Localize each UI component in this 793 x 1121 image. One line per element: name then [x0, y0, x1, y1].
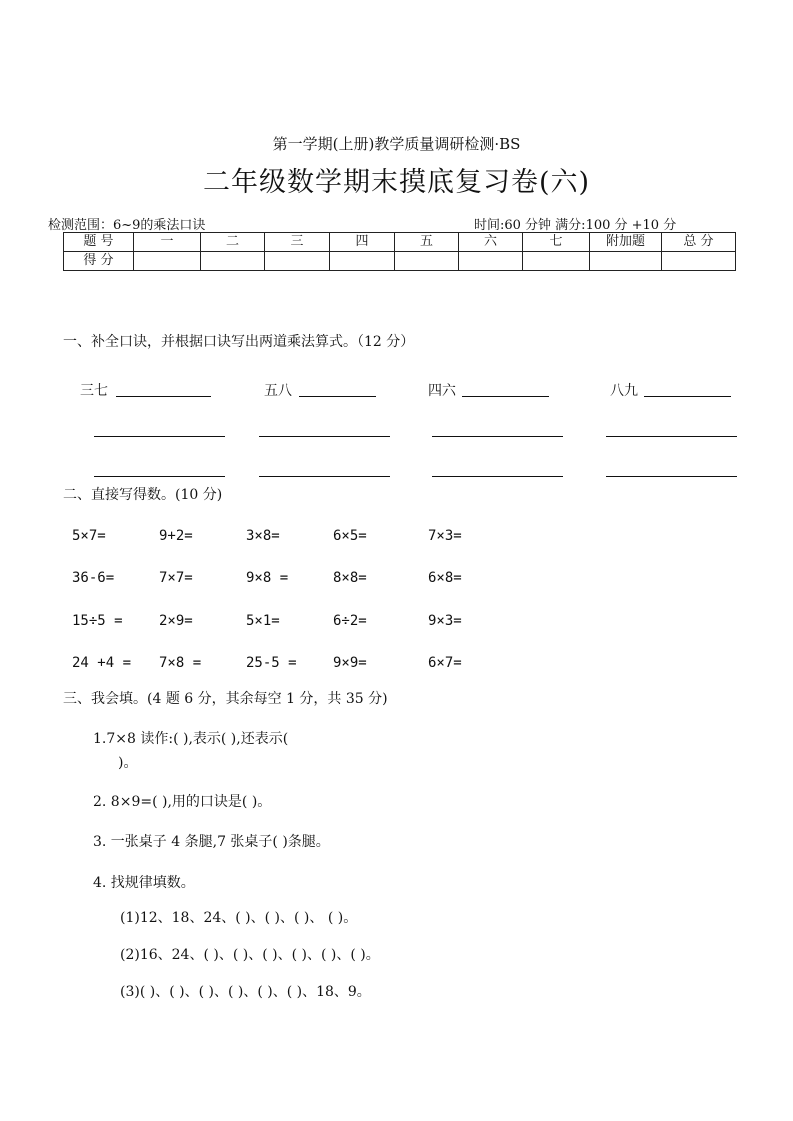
rhyme-blank[interactable] [116, 396, 211, 397]
rhyme-blank[interactable] [299, 396, 376, 397]
calc-item: 2×9= [159, 613, 193, 629]
section-1-heading: 一、补全口诀，并根据口诀写出两道乘法算式。（12 分） [63, 334, 415, 350]
time-and-score: 时间:60 分钟 满分:100 分 +10 分 [474, 218, 677, 233]
rhyme-blank[interactable] [644, 396, 731, 397]
question-4-part-2: (2)16、24、( )、( )、( )、( )、( )、( )。 [120, 947, 380, 963]
rhyme-blank[interactable] [462, 396, 549, 397]
question-4-part-3: (3)( )、( )、( )、( )、( )、( )、18、9。 [120, 984, 371, 1000]
calc-item: 6×5= [333, 528, 367, 544]
rhyme-prompt: 八九 [610, 383, 638, 399]
score-header-cell: 四 [330, 233, 395, 252]
calc-item: 6÷2= [333, 613, 367, 629]
score-cell[interactable] [395, 252, 459, 271]
score-table [63, 232, 736, 271]
equation-blank[interactable] [606, 476, 737, 477]
score-header-cell: 七 [523, 233, 590, 252]
calc-item: 6×8= [428, 570, 462, 586]
calc-item: 7×8 = [159, 655, 202, 671]
score-cell[interactable] [265, 252, 330, 271]
equation-blank[interactable] [606, 436, 737, 437]
calc-item: 15÷5 = [72, 613, 123, 629]
score-cell[interactable] [330, 252, 395, 271]
question-1-continued: )。 [118, 755, 138, 771]
question-1: 1.7×8 读作:( ),表示( ),还表示( [93, 731, 289, 747]
test-scope: 检测范围：6~9的乘法口诀 [48, 218, 206, 233]
calc-item: 7×3= [428, 528, 462, 544]
calc-item: 6×7= [428, 655, 462, 671]
rhyme-prompt: 四六 [428, 383, 456, 399]
score-header-cell: 三 [265, 233, 330, 252]
rhyme-prompt: 三七 [80, 383, 108, 399]
score-row-label: 得 分 [64, 252, 134, 271]
score-header-cell: 二 [201, 233, 265, 252]
exam-title: 二年级数学期末摸底复习卷(六) [202, 167, 591, 198]
score-table-score-row [64, 252, 736, 271]
score-cell[interactable] [201, 252, 265, 271]
question-4: 4. 找规律填数。 [93, 875, 195, 891]
score-header-cell: 六 [459, 233, 523, 252]
calc-item: 9×3= [428, 613, 462, 629]
equation-blank[interactable] [432, 436, 563, 437]
score-cell[interactable] [134, 252, 201, 271]
score-header-cell: 五 [395, 233, 459, 252]
score-cell[interactable] [662, 252, 736, 271]
score-cell[interactable] [459, 252, 523, 271]
section-2-heading: 二、直接写得数。(10 分) [63, 487, 223, 503]
equation-blank[interactable] [259, 476, 390, 477]
question-2: 2. 8×9=( ),用的口诀是( )。 [93, 794, 272, 810]
score-header-cell: 题 号 [64, 233, 134, 252]
calc-item: 7×7= [159, 570, 193, 586]
question-4-part-1: (1)12、18、24、( )、( )、( )、 ( )。 [120, 910, 358, 926]
calc-item: 9×8 = [246, 570, 289, 586]
score-table-header-row [64, 233, 736, 252]
equation-blank[interactable] [94, 436, 225, 437]
rhyme-prompt: 五八 [264, 383, 292, 399]
equation-blank[interactable] [94, 476, 225, 477]
calc-item: 8×8= [333, 570, 367, 586]
exam-subtitle: 第一学期(上册)教学质量调研检测·BS [272, 135, 521, 153]
calc-item: 9+2= [159, 528, 193, 544]
equation-blank[interactable] [259, 436, 390, 437]
calc-item: 5×1= [246, 613, 280, 629]
section-3-heading: 三、我会填。(4 题 6 分，其余每空 1 分，共 35 分) [63, 691, 388, 707]
score-header-cell: 总 分 [662, 233, 736, 252]
score-cell[interactable] [590, 252, 662, 271]
score-header-cell: 一 [134, 233, 201, 252]
calc-item: 25-5 = [246, 655, 297, 671]
score-header-cell: 附加题 [590, 233, 662, 252]
calc-item: 5×7= [72, 528, 106, 544]
question-3: 3. 一张桌子 4 条腿,7 张桌子( )条腿。 [93, 834, 330, 850]
calc-item: 36-6= [72, 570, 115, 586]
calc-item: 3×8= [246, 528, 280, 544]
equation-blank[interactable] [432, 476, 563, 477]
calc-item: 24 +4 = [72, 655, 132, 671]
calc-item: 9×9= [333, 655, 367, 671]
score-cell[interactable] [523, 252, 590, 271]
